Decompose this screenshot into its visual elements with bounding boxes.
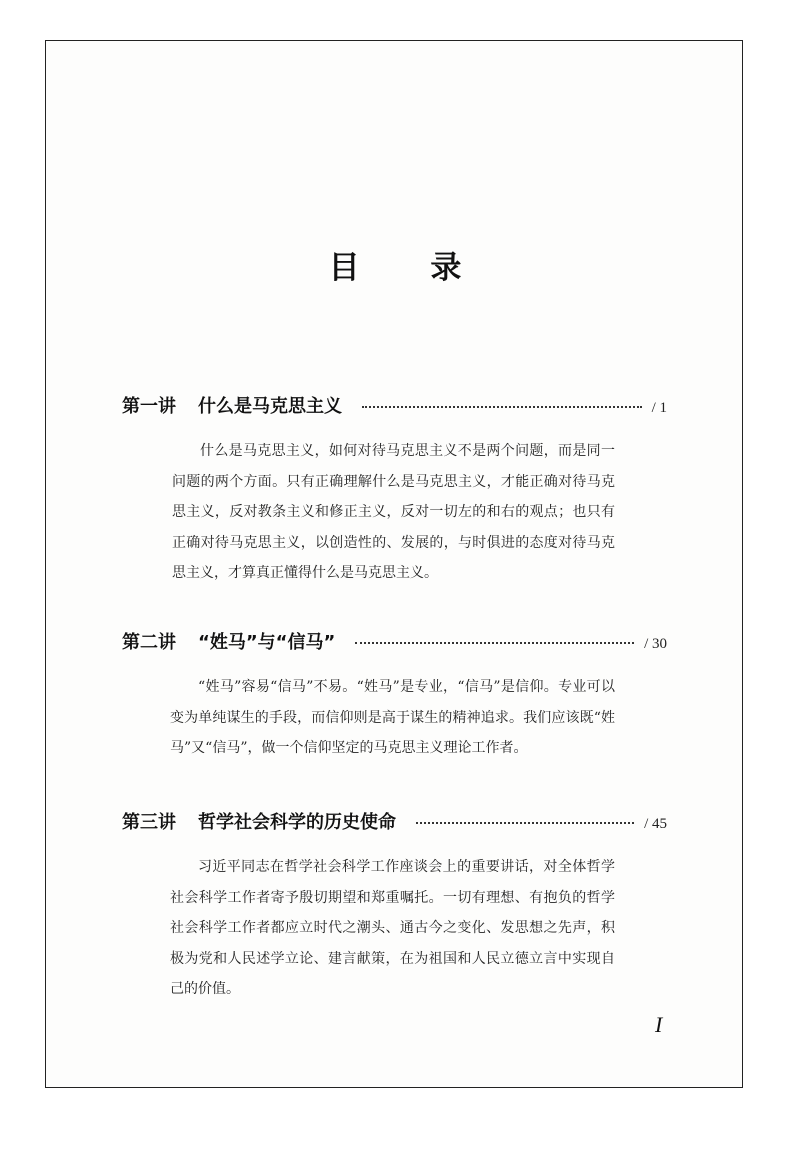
toc-entry-3 [122,808,667,1005]
page-number: I [655,1012,663,1037]
toc-entry-2 [122,628,667,764]
toc-entry-1 [122,392,667,589]
lecture-summary: 什么是马克思主义，如何对待马克思主义不是两个问题，而是同一问题的两个方面。只有正确理解什么是马克思主义，才能正确对待马克思主义，反对教条主义和修正主义，反对一切左的和右的观点；也只有正确对待马克思主义，以创造性的、发展的，与时俱进的态度对待马克思主义，才算真正懂得什么是马克思主义。 [172,443,615,581]
lecture-summary: 习近平同志在哲学社会科学工作座谈会上的重要讲话，对全体哲学社会科学工作者寄予殷切期望和郑重嘱托。一切有理想、有抱负的哲学社会科学工作者都应立时代之潮头、通古今之变化、发思想之先声，积极为党和人民述学立论、建言献策，在为祖国和人民立德立言中实现自己的价值。 [170,859,615,997]
page-reference: / 1 [651,400,667,416]
dot-leader [362,406,642,408]
lecture-title: “姓马”与“信马” [198,632,336,653]
toc-entry-heading[interactable] [122,628,667,654]
lecture-summary: “姓马”容易“信马”不易。“姓马”是专业，“信马”是信仰。专业可以变为单纯谋生的手段，而信仰则是高于谋生的精神追求。我们应该既“姓马”又“信马”，做一个信仰坚定的马克思主义理论工作者。 [170,679,615,756]
toc-entry-heading[interactable] [122,392,667,418]
dot-leader [355,642,634,644]
lecture-number: 第一讲 [122,396,176,417]
toc-entry-heading[interactable] [122,808,667,834]
page-reference: / 45 [644,816,667,832]
page-reference: / 30 [644,636,667,652]
lecture-number: 第二讲 [122,632,176,653]
lecture-title: 什么是马克思主义 [198,396,342,417]
toc-title: 目 录 [328,250,492,286]
dot-leader [416,822,634,824]
lecture-number: 第三讲 [122,812,176,833]
lecture-title: 哲学社会科学的历史使命 [198,812,396,833]
